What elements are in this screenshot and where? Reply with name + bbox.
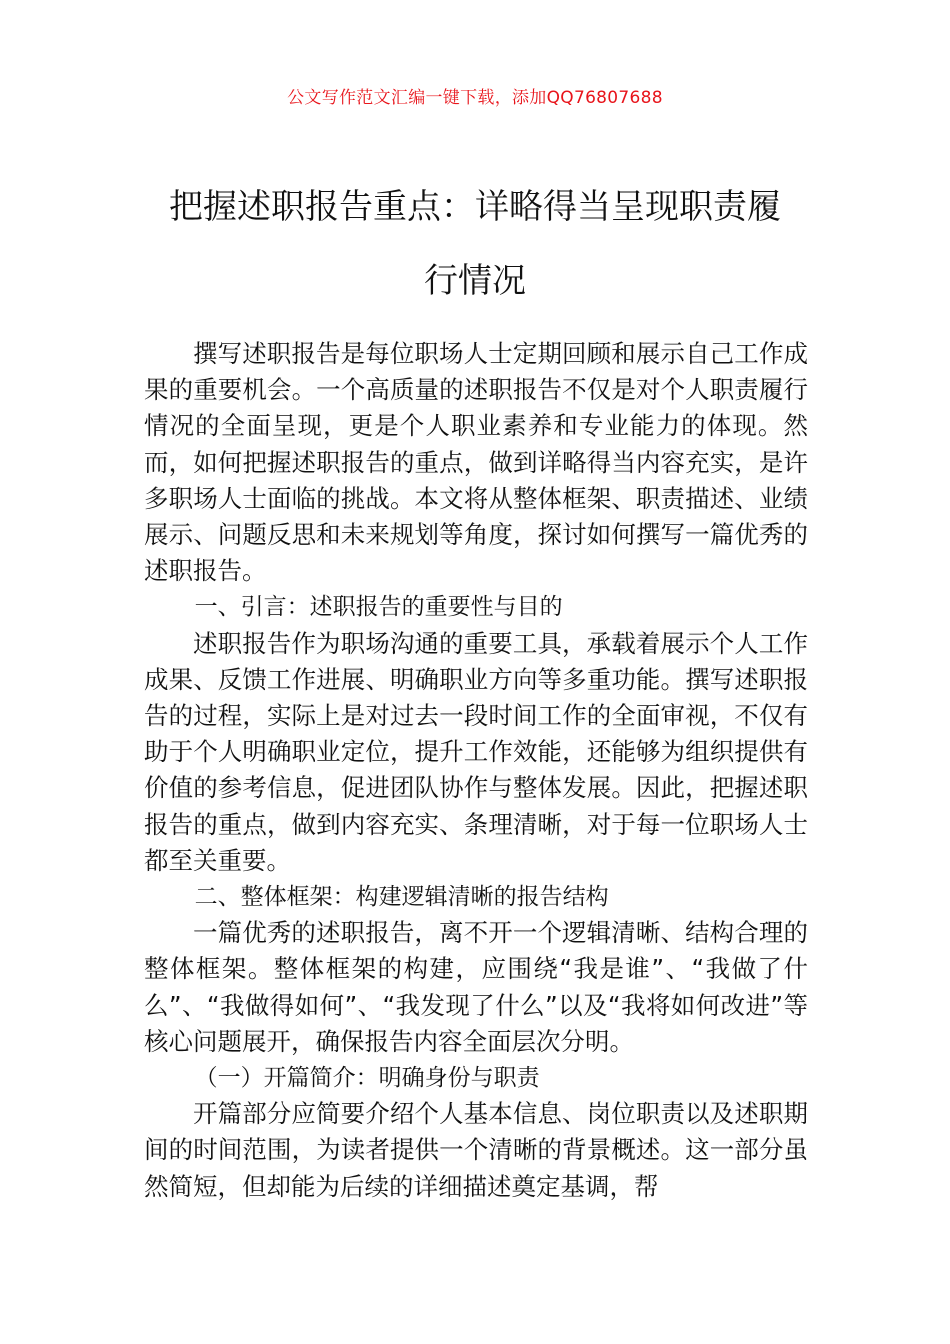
paragraph-intro: 撰写述职报告是每位职场人士定期回顾和展示自己工作成果的重要机会。一个高质量的述职报告不仅是对个人职责履行情况的全面呈现，更是个人职业素养和专业能力的体现。然而，如何把握述职报告的重点，做到详略得当内容充实，是许多职场人士面临的挑战。本文将从整体框架、职责描述、业绩展示、问题反思和未来规划等角度，探讨如何撰写一篇优秀的述职报告。 bbox=[144, 339, 808, 586]
subsection-heading-1: （一）开篇简介：明确身份与职责 bbox=[194, 1065, 540, 1092]
paragraph-subsection-1: 开篇部分应简要介绍个人基本信息、岗位职责以及述职期间的时间范围，为读者提供一个清晰的背景概述。这一部分虽然简短，但却能为后续的详细描述奠定基调，帮 bbox=[144, 1099, 808, 1201]
section-heading-2: 二、整体框架：构建逻辑清晰的报告结构 bbox=[194, 884, 609, 911]
download-notice: 公文写作范文汇编一键下载，添加QQ76807688 bbox=[287, 88, 663, 108]
paragraph-section-1: 述职报告作为职场沟通的重要工具，承载着展示个人工作成果、反馈工作进展、明确职业方向等多重功能。撰写述职报告的过程，实际上是对过去一段时间工作的全面审视，不仅有助于个人明确职业定位，提升工作效能，还能够为组织提供有价值的参考信息，促进团队协作与整体发展。因此，把握述职报告的重点，做到内容充实、条理清晰，对于每一位职场人士都至关重要。 bbox=[144, 628, 808, 875]
title-line-1: 把握述职报告重点：详略得当呈现职责履 bbox=[169, 187, 781, 227]
document-title bbox=[130, 170, 820, 318]
document-body bbox=[144, 336, 808, 1205]
title-line-2: 行情况 bbox=[424, 261, 526, 301]
section-heading-1: 一、引言：述职报告的重要性与目的 bbox=[194, 594, 563, 621]
paragraph-section-2: 一篇优秀的述职报告，离不开一个逻辑清晰、结构合理的整体框架。整体框架的构建，应围绕“我是谁”、“我做了什么”、“我做得如何”、“我发现了什么”以及“我将如何改进”等核心问题展开，确保报告内容全面层次分明。 bbox=[144, 918, 808, 1056]
